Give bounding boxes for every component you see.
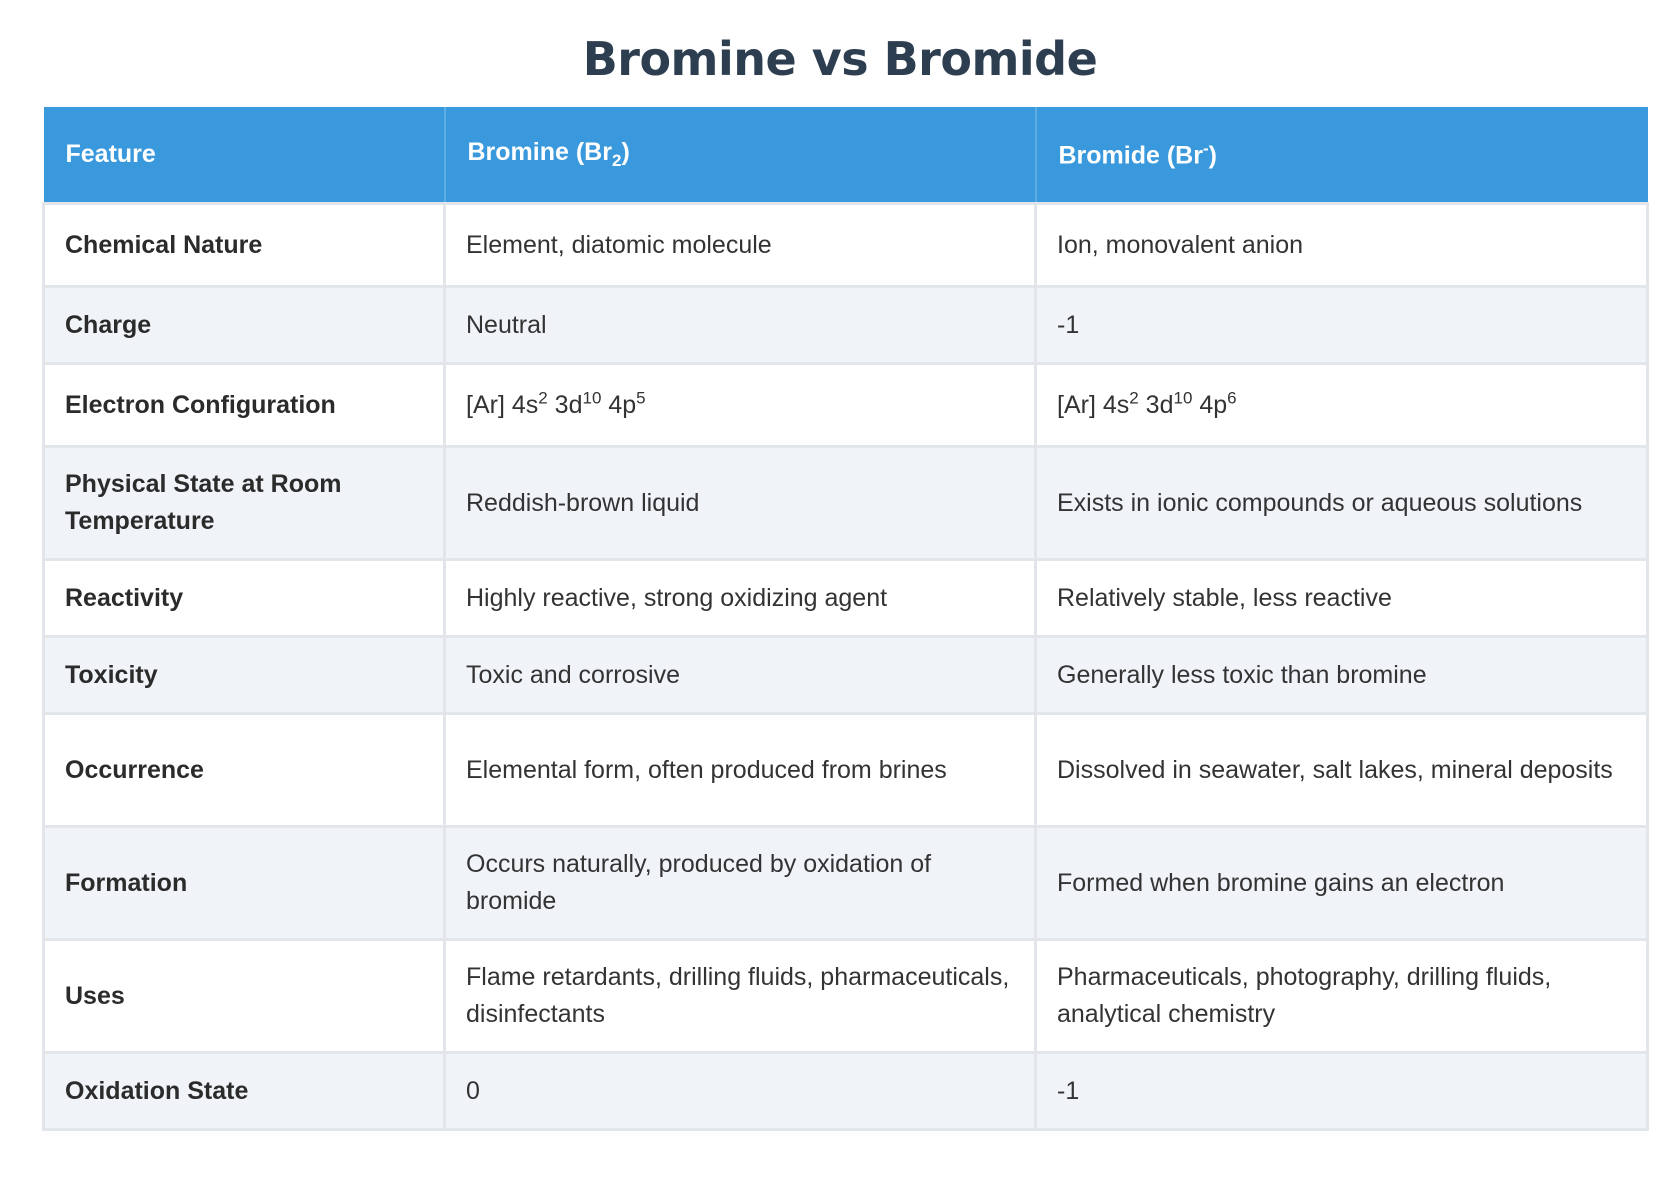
bromine-cell bbox=[445, 364, 1036, 447]
bromide-cell: Dissolved in seawater, salt lakes, mineral deposits bbox=[1036, 714, 1648, 827]
header-bromide-superscript: - bbox=[1202, 138, 1209, 158]
header-bromine bbox=[445, 107, 1036, 204]
header-bromide-base: Bromide (Br bbox=[1058, 141, 1203, 170]
table-row bbox=[44, 447, 1648, 560]
bromine-cell: Occurs naturally, produced by oxidation of bromide bbox=[445, 827, 1036, 940]
config-part: [Ar] 4s bbox=[1057, 390, 1130, 419]
header-bromine-tail: ) bbox=[621, 138, 630, 166]
header-bromine-base: Bromine (Br bbox=[467, 138, 612, 166]
config-part: 3d bbox=[1138, 390, 1174, 419]
feature-cell: Toxicity bbox=[44, 637, 445, 714]
config-part: 4p bbox=[601, 390, 637, 419]
header-bromine-subscript: 2 bbox=[611, 151, 622, 170]
feature-cell: Electron Configuration bbox=[44, 364, 445, 447]
config-part: 4p bbox=[1192, 390, 1228, 419]
table-body bbox=[44, 204, 1648, 1130]
feature-cell: Uses bbox=[44, 940, 445, 1053]
config-superscript: 10 bbox=[582, 388, 602, 408]
feature-cell: Chemical Nature bbox=[44, 204, 445, 287]
comparison-table bbox=[42, 107, 1649, 1131]
feature-cell: Physical State at Room Temperature bbox=[44, 447, 445, 560]
header-feature: Feature bbox=[44, 107, 445, 204]
config-part: [Ar] 4s bbox=[466, 390, 539, 419]
config-superscript: 10 bbox=[1173, 388, 1193, 408]
table-header bbox=[44, 107, 1648, 204]
bromide-cell: Generally less toxic than bromine bbox=[1036, 637, 1648, 714]
bromine-cell: Elemental form, often produced from brines bbox=[445, 714, 1036, 827]
bromide-cell: Formed when bromine gains an electron bbox=[1036, 827, 1648, 940]
bromide-cell: Pharmaceuticals, photography, drilling fluids, analytical chemistry bbox=[1036, 940, 1648, 1053]
table-row bbox=[44, 204, 1648, 287]
config-superscript: 5 bbox=[636, 388, 646, 408]
bromine-cell: Element, diatomic molecule bbox=[445, 204, 1036, 287]
bromide-cell bbox=[1036, 364, 1648, 447]
feature-cell: Reactivity bbox=[44, 560, 445, 637]
table-row bbox=[44, 714, 1648, 827]
bromine-cell: 0 bbox=[445, 1053, 1036, 1130]
bromide-cell: Exists in ionic compounds or aqueous solutions bbox=[1036, 447, 1648, 560]
bromine-cell: Toxic and corrosive bbox=[445, 637, 1036, 714]
table-row bbox=[44, 287, 1648, 364]
bromine-cell: Flame retardants, drilling fluids, pharmaceuticals, disinfectants bbox=[445, 940, 1036, 1053]
comparison-table-container bbox=[42, 107, 1646, 1131]
bromide-cell: -1 bbox=[1036, 287, 1648, 364]
config-superscript: 2 bbox=[538, 388, 548, 408]
table-row bbox=[44, 1053, 1648, 1130]
feature-cell: Oxidation State bbox=[44, 1053, 445, 1130]
header-bromide-tail: ) bbox=[1208, 141, 1217, 170]
table-row bbox=[44, 560, 1648, 637]
config-part: 3d bbox=[547, 390, 583, 419]
table-row bbox=[44, 364, 1648, 447]
config-superscript: 2 bbox=[1129, 388, 1139, 408]
page-title: Bromine vs Bromide bbox=[582, 32, 1098, 86]
feature-cell: Charge bbox=[44, 287, 445, 364]
bromine-cell: Neutral bbox=[445, 287, 1036, 364]
bromide-cell: Ion, monovalent anion bbox=[1036, 204, 1648, 287]
bromide-cell: Relatively stable, less reactive bbox=[1036, 560, 1648, 637]
feature-cell: Occurrence bbox=[44, 714, 445, 827]
config-superscript: 6 bbox=[1227, 388, 1237, 408]
header-bromide bbox=[1036, 107, 1648, 204]
table-row bbox=[44, 827, 1648, 940]
bromine-cell: Reddish-brown liquid bbox=[445, 447, 1036, 560]
bromide-cell: -1 bbox=[1036, 1053, 1648, 1130]
header-row bbox=[44, 107, 1648, 204]
feature-cell: Formation bbox=[44, 827, 445, 940]
bromine-cell: Highly reactive, strong oxidizing agent bbox=[445, 560, 1036, 637]
table-row bbox=[44, 940, 1648, 1053]
table-row bbox=[44, 637, 1648, 714]
